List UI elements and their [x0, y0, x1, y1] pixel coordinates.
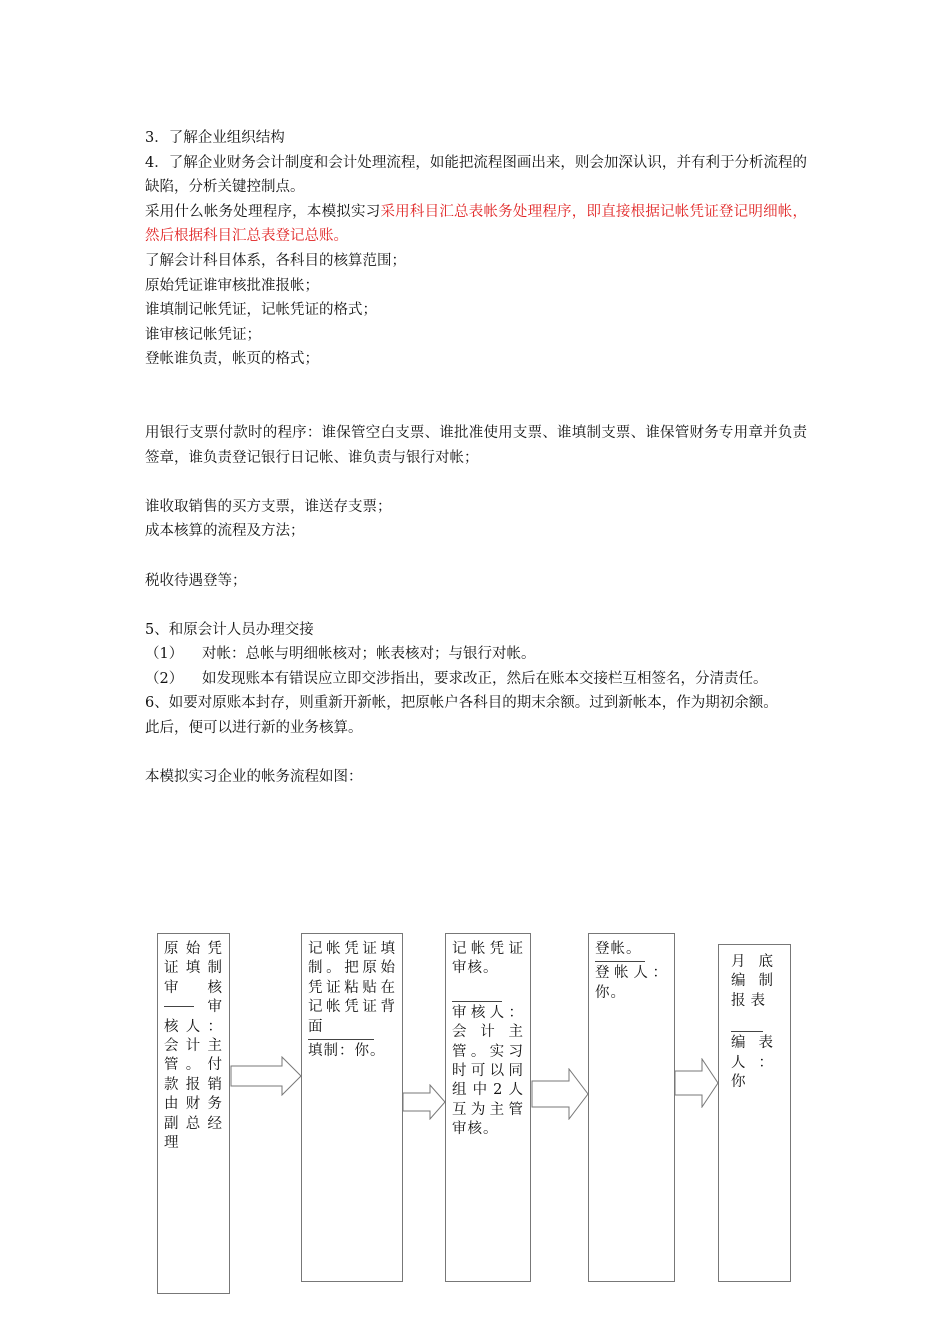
list-item-text: 如发现账本有错误应立即交涉指出，要求改正，然后在账本交接栏互相签名，分清责任。	[202, 670, 768, 687]
document-body	[145, 126, 807, 790]
line-fill-voucher: 谁填制记帐凭证，记帐凭证的格式；	[145, 302, 377, 319]
flow-box-title: 月底编制报表	[731, 954, 778, 1009]
flow-arrow-right-icon	[531, 1068, 589, 1120]
paragraph-bank-check: 用银行支票付款时的程序：谁保管空白支票、谁批准使用支票、谁填制支票、谁保管财务专用章并负责签章，谁负责登记银行日记帐、谁负责与银行对帐；	[145, 424, 807, 466]
heading-org-structure: 3．了解企业组织结构	[145, 130, 285, 146]
list-item-number: （1）	[145, 646, 184, 663]
heading-handover: 5、和原会计人员办理交接	[145, 621, 314, 638]
flow-box-detail: 审核人：会计主管。付款报销由财务副总经理	[164, 999, 223, 1152]
line-review-voucher: 谁审核记帐凭证；	[145, 326, 261, 343]
flow-box-detail: 编表人：你	[731, 1035, 778, 1091]
procedure-highlight: 采用科目汇总表帐务处理程序，即直接根据记帐凭证登记明细帐，然后根据科目汇总表登记总账。	[145, 203, 807, 245]
paragraph-processing-procedure	[145, 200, 807, 249]
flow-arrow-right-icon	[674, 1058, 719, 1108]
list-item-text: 对帐：总帐与明细帐核对；帐表核对；与银行对帐。	[202, 646, 536, 663]
divider	[164, 1006, 194, 1007]
flow-box-title: 记帐凭证填制。把原始凭证粘贴在记帐凭证背面	[308, 941, 396, 1035]
divider	[731, 1031, 763, 1032]
flow-box-posting	[588, 933, 675, 1282]
flow-arrow-right-icon	[230, 1056, 302, 1096]
paragraph-accounting-system: 4．了解企业财务会计制度和会计处理流程，如能把流程图画出来，则会加深认识，并有利于分析流程的缺陷，分析关键控制点。	[145, 154, 807, 196]
paragraph-new-books: 6、如要对原账本封存，则重新开新帐，把原帐户各科目的期末余额。过到新帐本，作为期初余额。	[145, 695, 778, 712]
divider	[595, 961, 645, 962]
divider	[452, 1001, 502, 1002]
line-flow-intro: 本模拟实习企业的帐务流程如图：	[145, 769, 363, 786]
flow-box-fill-voucher	[301, 933, 403, 1282]
line-original-voucher: 原始凭证谁审核批准报帐；	[145, 277, 319, 294]
flow-box-original-voucher	[157, 933, 230, 1294]
flow-box-reports	[718, 944, 791, 1282]
flow-box-detail: 登帐人：你。	[595, 965, 668, 1001]
flow-box-title: 登帐。	[595, 941, 642, 957]
list-item-number: （2）	[145, 670, 184, 687]
flow-box-detail: 审核人：会计主管。实习时可以同组中2人互为主管审核。	[452, 1004, 524, 1138]
procedure-intro: 采用什么帐务处理程序，本模拟实习	[145, 203, 381, 220]
flow-box-review-voucher	[445, 933, 531, 1282]
flow-box-title: 记帐凭证审核。	[452, 941, 524, 977]
flow-box-title: 原始凭证填制审核	[164, 941, 223, 996]
line-cost-accounting: 成本核算的流程及方法；	[145, 523, 305, 540]
line-tax: 税收待遇登等；	[145, 572, 247, 589]
line-new-business: 此后，便可以进行新的业务核算。	[145, 720, 363, 737]
list-item	[145, 667, 807, 692]
line-account-system: 了解会计科目体系，各科目的核算范围；	[145, 252, 406, 269]
flow-arrow-right-icon	[402, 1084, 446, 1120]
list-item	[145, 642, 807, 667]
line-posting: 登帐谁负责，帐页的格式；	[145, 351, 319, 368]
line-collect-check: 谁收取销售的买方支票，谁送存支票；	[145, 498, 392, 515]
flow-box-detail: 填制：你。	[308, 1043, 386, 1060]
divider	[308, 1039, 374, 1040]
